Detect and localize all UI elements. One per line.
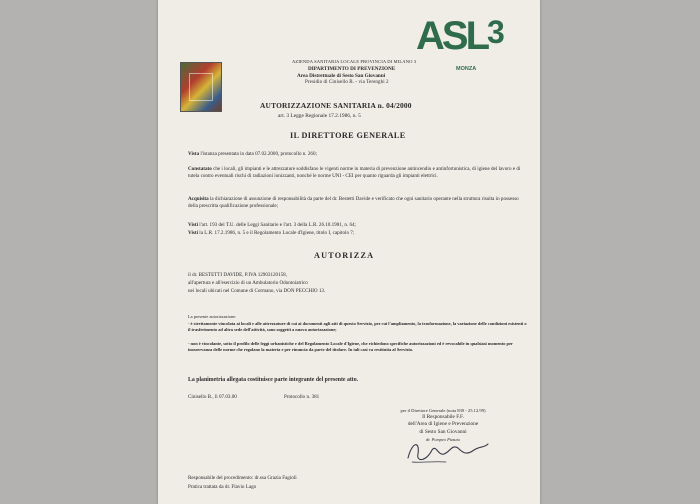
authorization-line-2: all'apertura e all'esercizio di un Ambulatorio Odontoiatrico — [188, 280, 308, 286]
paragraph-visti-1 — [188, 222, 523, 229]
authorization-line-3: nei locali ubicati nel Comune di Cormano, via DON PECCHIO 13. — [188, 288, 326, 294]
signature-line-4: di Sesto San Giovanni — [419, 428, 467, 435]
paragraph-acquisita — [188, 196, 523, 211]
asl-logo-text: ASL — [416, 14, 487, 58]
visti2-label: Visti — [188, 230, 198, 236]
constatato-label: Constatato — [188, 166, 212, 172]
acquisita-text: la dichiarazione di assunzione di responsabilità da parte del dr. Bestetti Davide e verificato che ogni sanitario operante nella struttura risulta in possesso della prescritta qualificazione professionale; — [188, 196, 519, 210]
protocol-number: Protocollo n. 381 — [284, 394, 320, 400]
asl-logo-number: 3 — [487, 14, 505, 50]
condition-item-2: - non è vincolante, sotto il profilo delle leggi urbanistiche e del Regolamento Locale d'Igiene, che richiedono specifiche autorizzazioni ed è revocabile in qualsiasi momento per inosservanza delle norme che regolano la materia e per rinuncia da parte del titolare. In tali casi va restituita al Servizio. — [188, 341, 513, 353]
vista-text: l'istanza presentata in data 07.02.2000, protocollo n. 260; — [200, 151, 317, 157]
signature-line-1: per il Direttore Generale (nota 839 - 25.12.99) — [400, 408, 486, 413]
authorization-document — [158, 0, 540, 504]
acquisita-label: Acquisita — [188, 196, 209, 202]
handled-by: Pratica trattata da dr. Flavio Lago — [188, 484, 257, 490]
authorizes-heading: AUTORIZZA — [314, 251, 375, 260]
signature-line-2: Il Responsabile F.F. — [422, 414, 464, 421]
document-title: AUTORIZZAZIONE SANITARIA n. 04/2000 — [260, 101, 412, 110]
paragraph-vista — [188, 151, 523, 158]
paragraph-visti-2 — [188, 230, 523, 237]
attachment-note: La planimetria allegata costituisce parte integrante del presente atto. — [188, 377, 359, 383]
procedure-responsible: Responsabile del procedimento: dr.ssa Grazia Fagioli — [188, 475, 297, 481]
place-date: Cinisello B., lì 07.03.00 — [188, 394, 237, 400]
constatato-text: che i locali, gli impianti e le attrezzature soddisfano le vigenti norme in materia di prevenzione antincendio e antinfortunistica, di igiene del lavoro e di tutela contro eventuali rischi di radiazioni ionizzanti, nonché le norme UNI - CEI per quanto riguarda gli impianti elettrici. — [188, 166, 521, 180]
signature-line-3: dell'Area di Igiene e Prevenzione — [407, 421, 479, 428]
header-district: Area Distrettuale di Sesto San Giovanni — [297, 73, 386, 79]
visti1-label: Visti — [188, 222, 198, 228]
issuer-heading: IL DIRETTORE GENERALE — [290, 131, 406, 140]
condition-item-1: - è strettamente vincolata ai locali e alle attrezzature di cui ai documenti agli atti di questo Servizio, per cui l'ampliamento, la trasformazione, la variazione delle condizioni esistenti o il trasferimento ad altra sede dell'attività, sono soggetti a nuova autorizzazione; — [188, 321, 527, 333]
paragraph-constatato — [188, 166, 523, 181]
header-agency: AZIENDA SANITARIA LOCALE PROVINCIA DI MILANO 3 — [292, 59, 417, 64]
vista-label: Vista — [188, 151, 200, 157]
handwritten-signature — [402, 432, 492, 468]
asl-logo-city: MONZA — [456, 66, 477, 72]
conditions-intro: La presente autorizzazione: — [188, 314, 237, 319]
visti1-text: l'art. 193 del T.U. delle Leggi Sanitarie e l'art. 3 della L.R. 26.10.1981, n. 64; — [199, 222, 356, 228]
region-emblem — [180, 62, 222, 112]
legal-basis: art. 3 Legge Regionale 17.2.1986, n. 5 — [278, 113, 361, 119]
asl-logo — [416, 12, 505, 56]
header-department: DIPARTIMENTO DI PREVENZIONE — [308, 66, 396, 72]
authorization-line-1: il dr. BESTETTI DAVIDE, P.IVA 12903120158, — [188, 272, 287, 278]
header-address: Presidio di Cinisello B. - via Terenghi 2 — [305, 80, 389, 85]
visti2-text: la L.R. 17.2.1986, n. 5 e il Regolamento Locale d'Igiene, titolo I, capitolo 7; — [199, 230, 355, 236]
signature-line-5: dr. Pompeo Pizzuto — [425, 436, 461, 442]
